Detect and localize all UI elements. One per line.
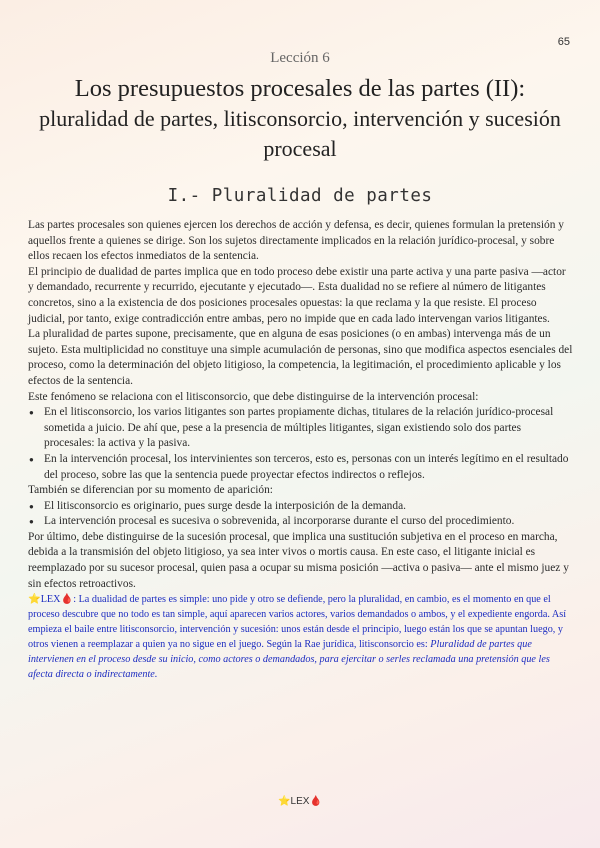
list-item: ● En la intervención procesal, los intervinientes son terceros, esto es, personas con un interés legítimo en el resultado del proceso, sobre las que la sentencia puede proyectar efectos indirectos o reflejos. xyxy=(28,452,573,483)
list-item: ● La intervención procesal es sucesiva o sobrevenida, al incorporarse durante el curso del procedimiento. xyxy=(28,514,573,530)
lesson-label: Lección 6 xyxy=(270,50,330,66)
paragraph: Por último, debe distinguirse de la sucesión procesal, que implica una sustitución subjetiva en el proceso en marcha, debida a la transmisión del objeto litigioso, ya sea inter vivos o mortis causa. En este caso, el litigante inicial es reemplazado por su sucesor procesal, quien pasa a ocupar su misma posición —activa o pasiva— ante el mismo juez y sin efectos retroactivos. xyxy=(28,530,569,590)
blood-drop-icon: 🩸 xyxy=(309,796,322,807)
paragraph: Este fenómeno se relaciona con el litisconsorcio, que debe distinguirse de la intervención procesal: xyxy=(28,390,479,403)
title-line-2: pluralidad de partes, litisconsorcio, intervención y sucesión procesal xyxy=(39,106,561,161)
paragraph: También se diferencian por su momento de aparición: xyxy=(28,484,273,497)
star-icon: ⭐ xyxy=(278,796,291,807)
lex-label: LEX xyxy=(40,594,61,606)
footer-brand xyxy=(0,796,600,807)
lex-text: : La dualidad de partes es simple: uno pide y otro se defiende, pero la pluralidad, en cambio, es el momento en que el proceso descubre que no todo es tan simple, aquí aparecen varios actores, varios demandados o ambos, y el expediente engorda. Así empieza el baile entre litisconsorcio, intervención y sucesión: unos están desde el principio, luego están los que se apuntan luego, y otros vienen a reemplazar a quien ya no sigue en el juego. Según la Rae jurídica, litisconsorcio es: xyxy=(28,594,567,651)
footer-label: LEX xyxy=(290,796,310,807)
page-number: 65 xyxy=(557,36,570,48)
title-line-1: Los presupuestos procesales de las partes (II): xyxy=(74,75,526,102)
body-text xyxy=(28,218,573,682)
list-item: ● En el litisconsorcio, los varios litigantes son partes propiamente dichas, titulares de la relación jurídico-procesal sometida a juicio. De ahí que, pese a la presencia de múltiples litigantes, sigan existiendo solo dos partes procesales: la activa y la pasiva. xyxy=(28,405,573,452)
blood-drop-icon: 🩸 xyxy=(60,594,74,606)
star-icon: ⭐ xyxy=(28,594,41,606)
bullet-list xyxy=(28,405,573,483)
paragraph: El principio de dualidad de partes implica que en todo proceso debe existir una parte activa y una parte pasiva —actor y demandado, recurrente y recurrido, ejecutante y ejecutado—. Esta dualidad no se refiere al número de litigantes concretos, sino a la existencia de dos posiciones procesales opuestas: la que reclama y la que resiste. El proceso judicial, por tanto, exige contradicción entre ambas, pero no impide que en cada lado intervengan varios litigantes. xyxy=(28,265,566,325)
list-item: ● El litisconsorcio es originario, pues surge desde la interposición de la demanda. xyxy=(28,499,573,515)
lex-note xyxy=(28,592,573,682)
page-title xyxy=(20,74,580,164)
lex-definition: Pluralidad de partes que intervienen en el proceso desde su inicio, como actores o demandados, para ejercitar o serles reclamada una pretensión que les afecta directa o indirectamente. xyxy=(28,639,550,681)
bullet-list xyxy=(28,499,573,530)
paragraph: La pluralidad de partes supone, precisamente, que en alguna de esas posiciones (o en ambas) intervenga más de un sujeto. Esta multiplicidad no constituye una simple acumulación de personas, sino que modifica aspectos esenciales del proceso, como la determinación del objeto litigioso, la competencia, la legitimación, el procedimiento aplicable y los efectos de la sentencia. xyxy=(28,328,573,387)
section-heading: I.- Pluralidad de partes xyxy=(167,186,433,206)
paragraph: Las partes procesales son quienes ejercen los derechos de acción y defensa, es decir, quienes formulan la pretensión y aquellos frente a quienes se dirige. Son los sujetos directamente implicados en la relación jurídico-procesal, y sobre ellos recaen los efectos inmediatos de la sentencia. xyxy=(28,219,564,263)
